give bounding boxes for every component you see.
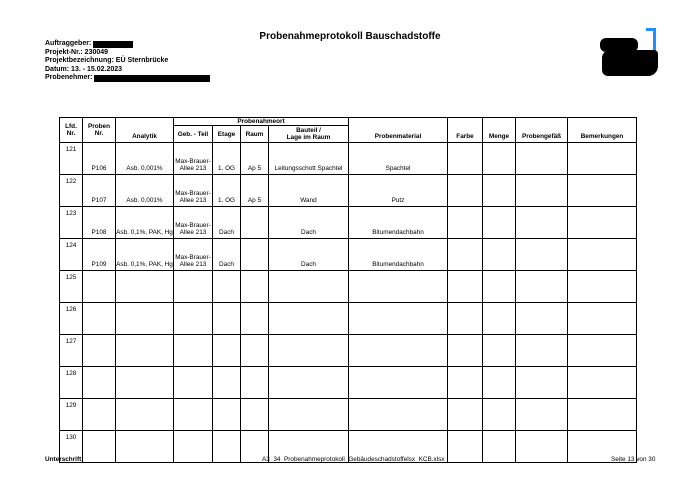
meta-auftraggeber [45,40,210,49]
cell-bauteil [269,335,349,367]
cell-analytik [116,335,174,367]
table-row [60,367,637,399]
cell-bauteil [269,399,349,431]
table-row [60,239,637,271]
cell-geb-teil [174,431,213,463]
cell-geb-teil [174,303,213,335]
cell-proben-nr [83,367,116,399]
cell-probenmaterial [349,335,448,367]
cell-raum [241,367,269,399]
cell-bemerkungen [568,271,637,303]
cell-farbe [448,143,483,175]
cell-probenmaterial: Spachtel [349,143,448,175]
header-lfd-nr: Lfd. Nr. [60,118,83,143]
cell-lfd-nr: 124 [60,239,83,271]
header-raum: Raum [241,126,269,143]
cell-analytik: Asb. 0,001% [116,175,174,207]
cell-farbe [448,175,483,207]
cell-bemerkungen [568,367,637,399]
cell-lfd-nr: 127 [60,335,83,367]
meta-label: Auftraggeber: [45,40,92,47]
meta-probenehmer [45,74,210,83]
cell-menge [483,367,516,399]
cell-analytik: Asb. 0,1%, PAK, Hg [116,207,174,239]
header-probengefaess: Probengefäß [516,118,568,143]
cell-bemerkungen [568,303,637,335]
cell-etage: Dach [213,207,241,239]
cell-analytik [116,303,174,335]
page-number: Seite 13 von 30 [611,456,656,463]
cell-lfd-nr: 125 [60,271,83,303]
cell-bemerkungen [568,175,637,207]
cell-bauteil [269,271,349,303]
cell-probengefaess [516,399,568,431]
cell-geb-teil: Max-Brauer-Allee 213 [174,143,213,175]
cell-raum [241,303,269,335]
cell-lfd-nr: 123 [60,207,83,239]
cell-farbe [448,271,483,303]
header-analytik: Analytik [116,118,174,143]
cell-menge [483,303,516,335]
cell-lfd-nr: 129 [60,399,83,431]
cell-proben-nr: P107 [83,175,116,207]
table-row [60,303,637,335]
cell-probengefaess [516,207,568,239]
cell-menge [483,271,516,303]
cell-probengefaess [516,431,568,463]
cell-proben-nr [83,271,116,303]
table-row [60,271,637,303]
cell-farbe [448,431,483,463]
cell-etage [213,335,241,367]
header-geb-teil: Geb. - Teil [174,126,213,143]
meta-projekt-nr [45,49,210,58]
cell-bemerkungen [568,239,637,271]
cell-bauteil: Dach [269,207,349,239]
cell-bauteil [269,367,349,399]
header-etage: Etage [213,126,241,143]
cell-menge [483,431,516,463]
table-row [60,143,637,175]
cell-bauteil: Dach [269,239,349,271]
redaction-bar [94,75,210,82]
cell-probenmaterial [349,271,448,303]
cell-etage [213,399,241,431]
cell-probenmaterial: Bitumendachbahn [349,207,448,239]
header-farbe: Farbe [448,118,483,143]
cell-etage: 1. OG [213,175,241,207]
cell-menge [483,143,516,175]
cell-lfd-nr: 126 [60,303,83,335]
cell-geb-teil: Max-Brauer-Allee 213 [174,207,213,239]
cell-bemerkungen [568,207,637,239]
header-probenahmeort: Probenahmeort [174,118,349,126]
cell-analytik [116,271,174,303]
cell-raum [241,239,269,271]
cell-probengefaess [516,143,568,175]
table-row [60,399,637,431]
logo-redaction [602,50,658,76]
cell-etage: 1. OG [213,143,241,175]
company-logo [600,28,656,78]
cell-geb-teil [174,271,213,303]
cell-probengefaess [516,271,568,303]
cell-bauteil: Wand [269,175,349,207]
cell-probenmaterial [349,367,448,399]
cell-analytik [116,399,174,431]
cell-probengefaess [516,335,568,367]
signature-label: Unterschrift: [45,456,84,463]
cell-raum [241,271,269,303]
cell-analytik: Asb. 0,001% [116,143,174,175]
sample-protocol-table [59,117,637,463]
table-row [60,175,637,207]
cell-farbe [448,303,483,335]
header-bauteil: Bauteil / Lage im Raum [269,126,349,143]
cell-raum [241,399,269,431]
cell-lfd-nr: 121 [60,143,83,175]
page-title: Probenahmeprotokoll Bauschadstoffe [259,31,441,42]
cell-raum [241,335,269,367]
cell-lfd-nr: 128 [60,367,83,399]
cell-raum: Ap 5 [241,143,269,175]
cell-farbe [448,399,483,431]
cell-bemerkungen [568,335,637,367]
cell-menge [483,335,516,367]
cell-probengefaess [516,303,568,335]
cell-probengefaess [516,367,568,399]
cell-farbe [448,367,483,399]
cell-raum [241,207,269,239]
cell-proben-nr [83,303,116,335]
cell-bemerkungen [568,399,637,431]
cell-farbe [448,239,483,271]
cell-bauteil: Leitungsschott Spachtel [269,143,349,175]
cell-proben-nr: P108 [83,207,116,239]
cell-probengefaess [516,175,568,207]
table-row [60,207,637,239]
cell-etage: Dach [213,239,241,271]
cell-menge [483,207,516,239]
cell-bauteil [269,303,349,335]
table-row [60,335,637,367]
cell-geb-teil: Max-Brauer-Allee 213 [174,239,213,271]
cell-analytik [116,431,174,463]
cell-menge [483,175,516,207]
cell-raum: Ap 5 [241,175,269,207]
cell-geb-teil [174,399,213,431]
meta-label: Datum: 13. - 15.02.2023 [45,65,123,73]
meta-projektbezeichnung [45,57,210,66]
cell-analytik [116,367,174,399]
redaction-bar [93,41,133,48]
cell-proben-nr [83,399,116,431]
cell-probenmaterial: Bitumendachbahn [349,239,448,271]
meta-datum [45,66,210,75]
cell-etage [213,303,241,335]
cell-probengefaess [516,239,568,271]
cell-menge [483,239,516,271]
footer-filename: A3_34_Probenahmeprotokoll_Gebäudeschadstoffelsx_KCB.xlsx [262,456,445,463]
cell-probenmaterial [349,303,448,335]
cell-etage [213,271,241,303]
cell-proben-nr [83,431,116,463]
meta-label: Projektbezeichnung: EÜ Sternbrücke [45,57,169,65]
project-meta [45,40,210,83]
cell-geb-teil [174,335,213,367]
cell-etage [213,367,241,399]
cell-probenmaterial: Putz [349,175,448,207]
meta-label: Probenehmer: [45,74,93,82]
meta-label: Projekt-Nr.: 230049 [45,48,109,56]
cell-farbe [448,207,483,239]
cell-geb-teil [174,367,213,399]
header-proben-nr: Proben Nr. [83,118,116,143]
cell-menge [483,399,516,431]
cell-proben-nr: P106 [83,143,116,175]
header-probenmaterial: Probenmaterial [349,118,448,143]
cell-geb-teil: Max-Brauer-Allee 213 [174,175,213,207]
cell-lfd-nr: 122 [60,175,83,207]
cell-probenmaterial [349,399,448,431]
cell-etage [213,431,241,463]
cell-bemerkungen [568,143,637,175]
cell-farbe [448,335,483,367]
header-menge: Menge [483,118,516,143]
cell-lfd-nr: 130 [60,431,83,463]
header-bemerkungen: Bemerkungen [568,118,637,143]
cell-proben-nr [83,335,116,367]
cell-analytik: Asb. 0,1%, PAK, Hg [116,239,174,271]
cell-proben-nr: P109 [83,239,116,271]
